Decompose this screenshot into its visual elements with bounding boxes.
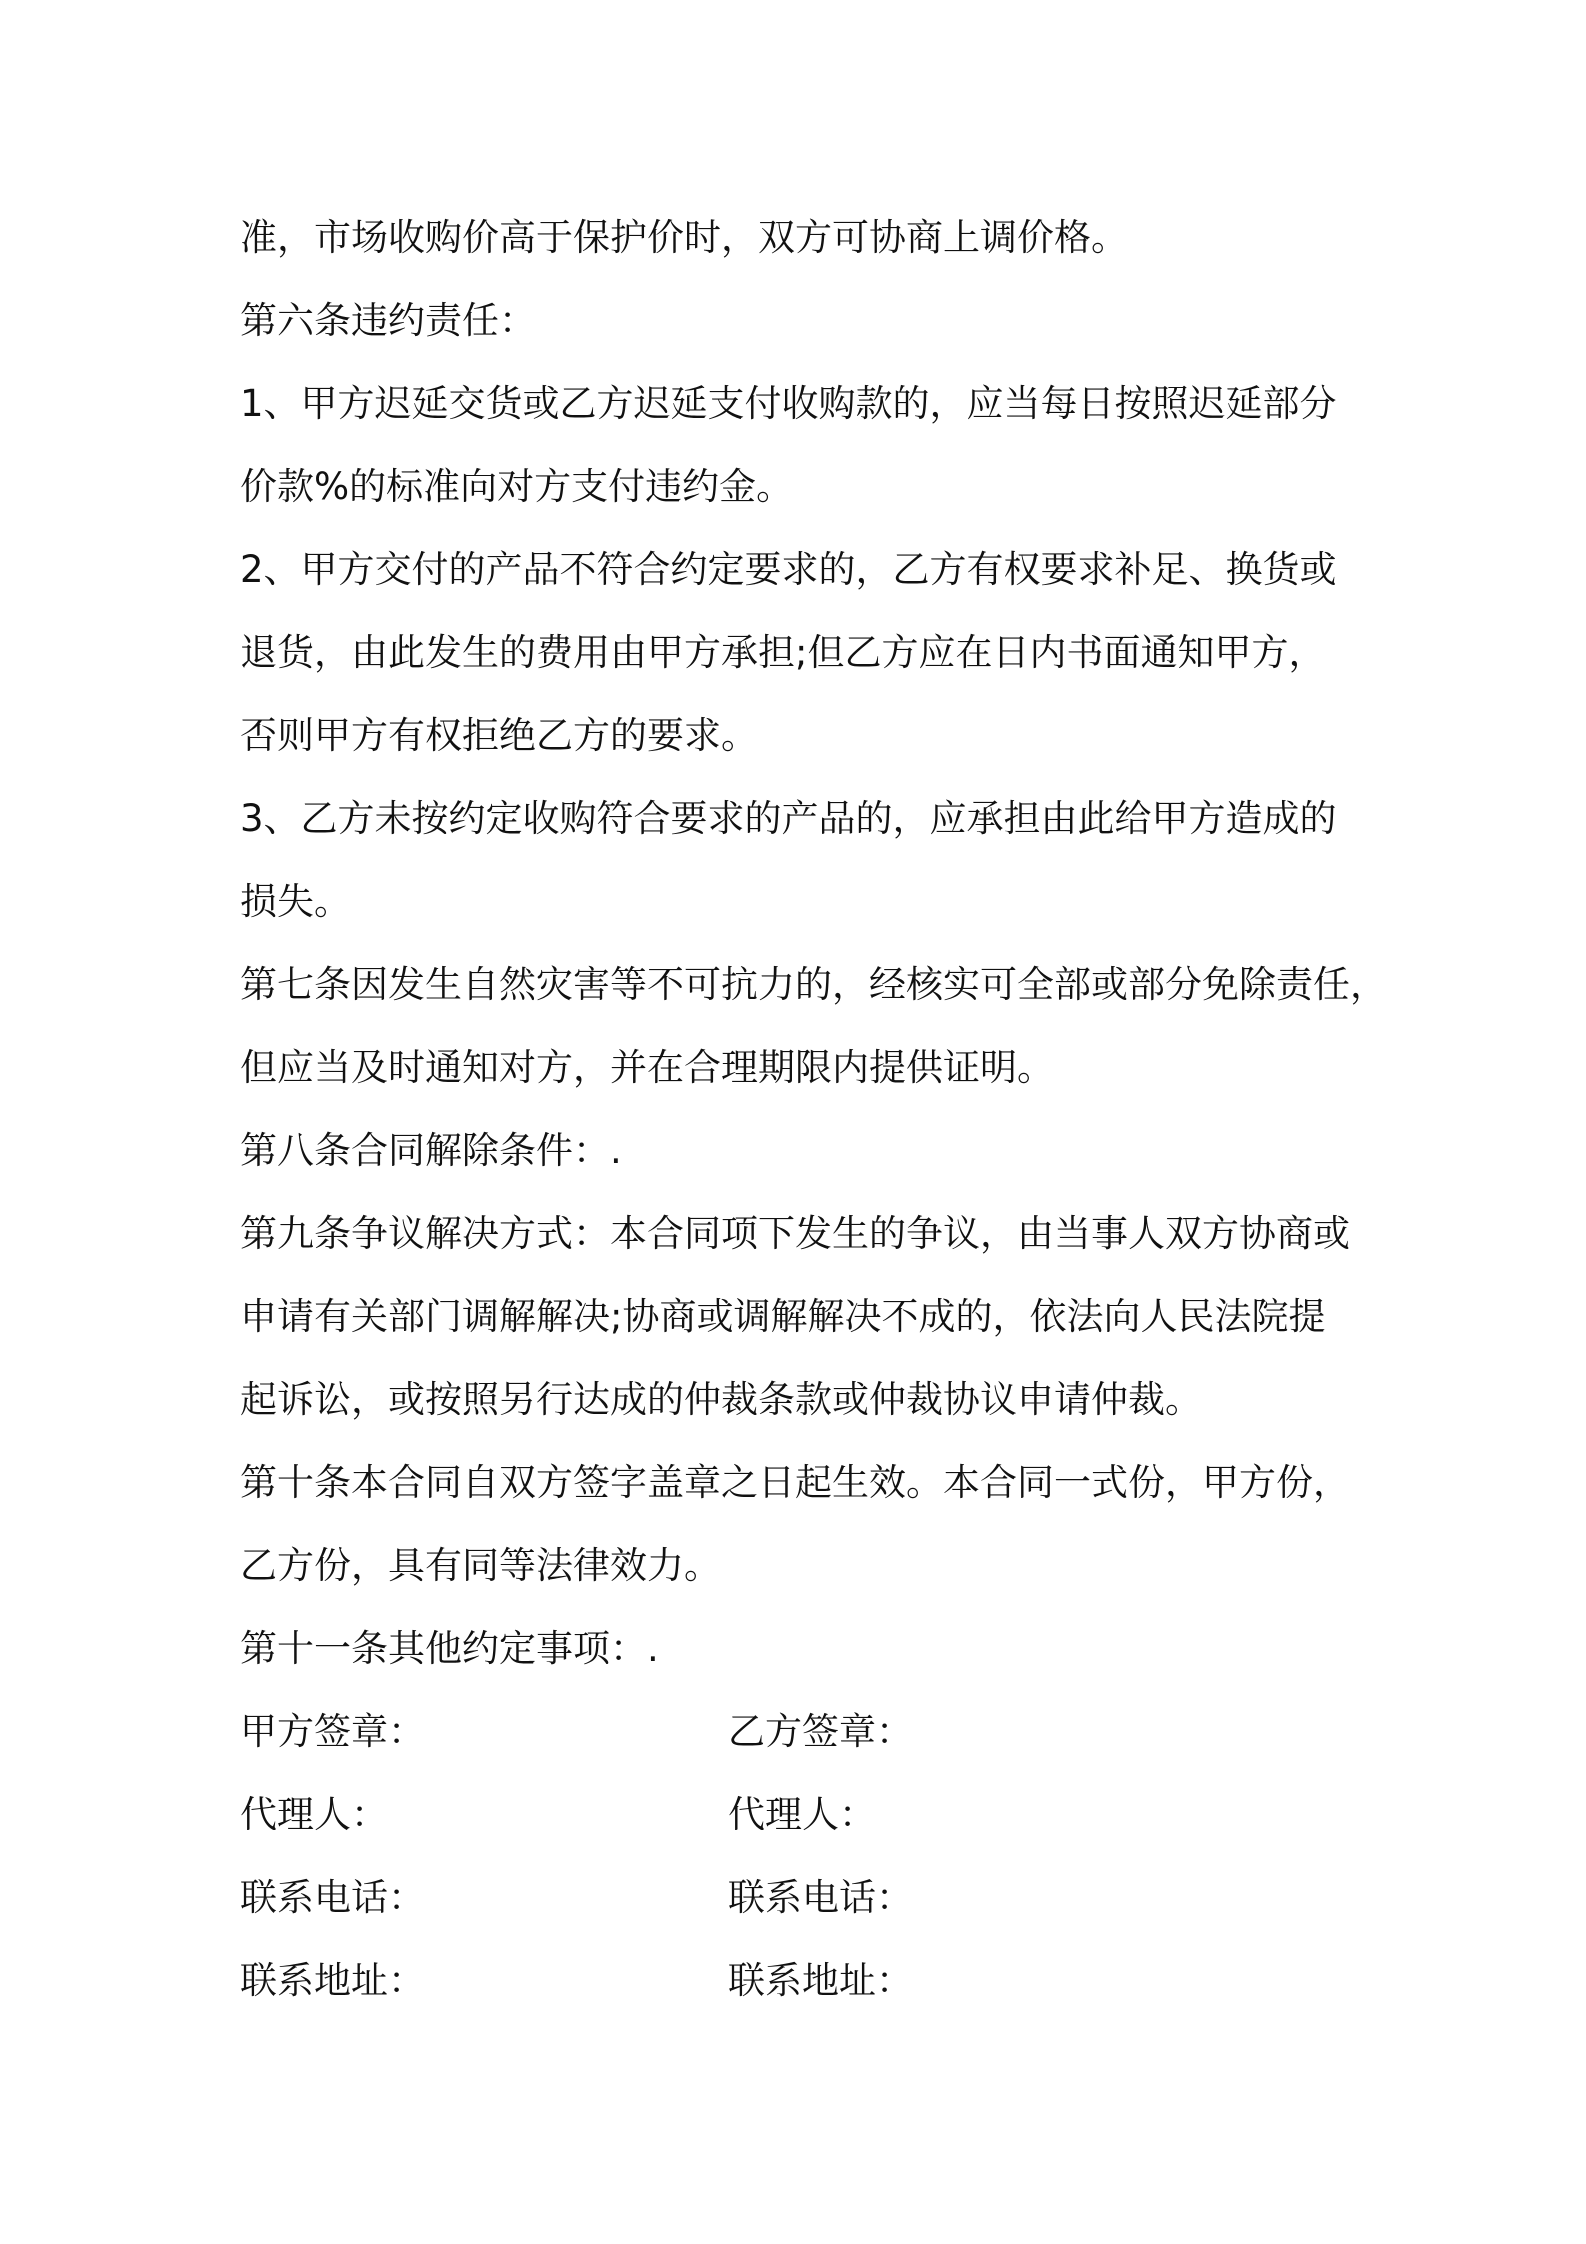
party-a-phone-label: 联系电话： — [240, 1876, 425, 1919]
text-line: 价款%的标准向对方支付违约金。 — [240, 465, 794, 508]
text-line: 申请有关部门调解解决;协商或调解解决不成的，依法向人民法院提 — [240, 1295, 1326, 1338]
signature-row — [240, 1690, 1360, 1773]
article-8-text: 第八条合同解除条件：. — [240, 1129, 622, 1172]
article-10-text: 第十条本合同自双方签字盖章之日起生效。本合同一式份，甲方份， — [240, 1461, 1350, 1504]
article-11-text: 第十一条其他约定事项：. — [240, 1627, 659, 1670]
party-a-seal-label: 甲方签章： — [240, 1710, 425, 1753]
address-row — [240, 1939, 1360, 2022]
party-b-address-label: 联系地址： — [728, 1959, 913, 2002]
text-line: 损失。 — [240, 880, 351, 923]
text-line: 退货，由此发生的费用由甲方承担;但乙方应在日内书面通知甲方， — [240, 631, 1326, 674]
party-a-address-label: 联系地址： — [240, 1959, 425, 2002]
contract-body — [240, 196, 1387, 2022]
article-7-text: 第七条因发生自然灾害等不可抗力的，经核实可全部或部分免除责任， — [240, 963, 1387, 1006]
text-line: 起诉讼，或按照另行达成的仲裁条款或仲裁协议申请仲裁。 — [240, 1378, 1202, 1421]
party-b-agent-label: 代理人： — [728, 1793, 876, 1836]
text-line: 乙方份，具有同等法律效力。 — [240, 1544, 721, 1587]
party-b-seal-label: 乙方签章： — [728, 1710, 913, 1753]
agent-row — [240, 1773, 1360, 1856]
text-line: 但应当及时通知对方，并在合理期限内提供证明。 — [240, 1046, 1054, 1089]
article-9-text: 第九条争议解决方式：本合同项下发生的争议，由当事人双方协商或 — [240, 1212, 1350, 1255]
text-line: 1、甲方迟延交货或乙方迟延支付收购款的，应当每日按照迟延部分 — [240, 382, 1337, 425]
text-line: 否则甲方有权拒绝乙方的要求。 — [240, 714, 758, 757]
article-6-heading: 第六条违约责任： — [240, 299, 536, 342]
party-a-agent-label: 代理人： — [240, 1793, 388, 1836]
text-line: 3、乙方未按约定收购符合要求的产品的，应承担由此给甲方造成的 — [240, 797, 1337, 840]
text-line: 2、甲方交付的产品不符合约定要求的，乙方有权要求补足、换货或 — [240, 548, 1337, 591]
phone-row — [240, 1856, 1360, 1939]
text-line: 准，市场收购价高于保护价时，双方可协商上调价格。 — [240, 216, 1128, 259]
party-b-phone-label: 联系电话： — [728, 1876, 913, 1919]
